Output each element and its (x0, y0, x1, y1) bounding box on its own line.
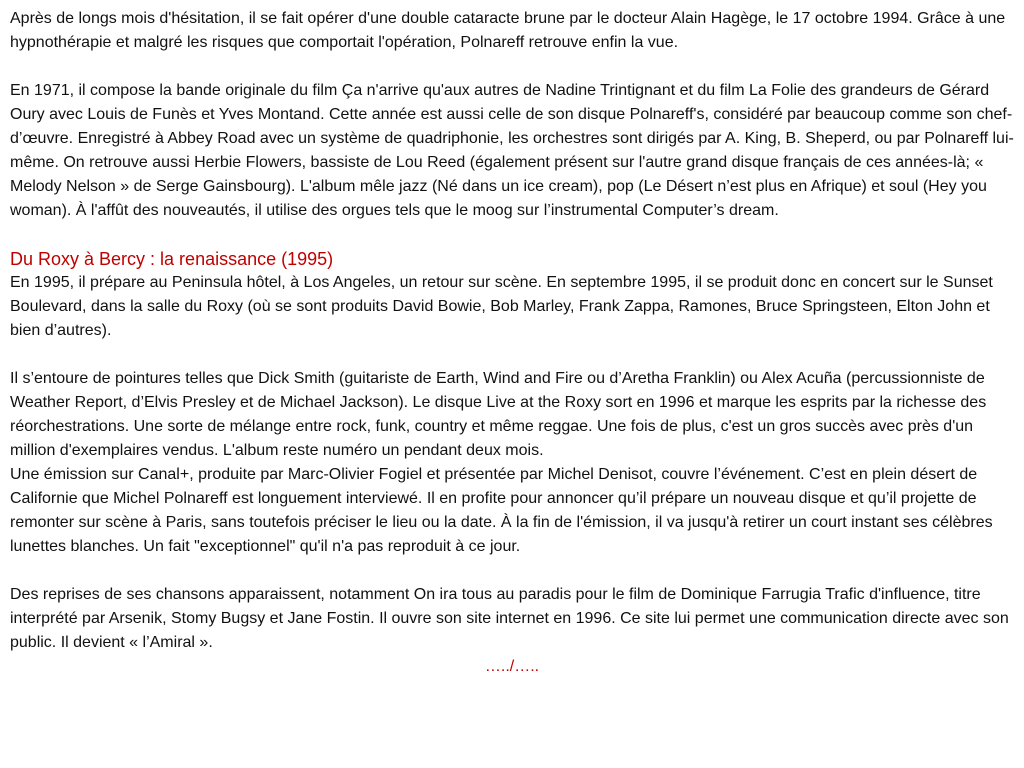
paragraph-spacer (10, 559, 1014, 583)
document-body (10, 7, 1014, 679)
section-heading: Du Roxy à Bercy : la renaissance (1995) (10, 249, 334, 269)
paragraph-spacer (10, 223, 1014, 247)
paragraph-song-covers-website: Des reprises de ses chansons apparaissent, notamment On ira tous au paradis pour le film de Dominique Farrugia Trafic d'influence, titre interprété par Arsenik, Stomy Bugsy et Jane Fostin. Il ouvre son site internet en 1996. Ce site lui permet une communication directe avec son public. Il devient « l’Amiral ». (10, 586, 1009, 651)
paragraph-1995-roxy-return: En 1995, il prépare au Peninsula hôtel, à Los Angeles, un retour sur scène. En septembre 1995, il se produit donc en concert sur le Sunset Boulevard, dans la salle du Roxy (où se sont produits David Bowie, Bob Marley, Frank Zappa, Ramones, Bruce Springsteen, Elton John et bien d’autres). (10, 274, 993, 339)
paragraph-live-at-the-roxy: Il s’entoure de pointures telles que Dick Smith (guitariste de Earth, Wind and Fire ou d’Aretha Franklin) ou Alex Acuña (percussionniste de Weather Report, d’Elvis Presley et de Michael Jackson). Le disque Live at the Roxy sort en 1996 et marque les esprits par la richesse des réorchestrations. Une sorte de mélange entre rock, funk, country et même reggae. Une fois de plus, c'est un gros succès avec près d'un million d'exemplaires vendus. L'album reste numéro un pendant deux mois. (10, 370, 987, 459)
paragraph-cataract-surgery: Après de longs mois d'hésitation, il se fait opérer d'une double cataracte brune par le docteur Alain Hagège, le 17 octobre 1994. Grâce à une hypnothérapie et malgré les risques que comportait l'opération, Polnareff retrouve enfin la vue. (10, 10, 1006, 51)
paragraph-spacer (10, 55, 1014, 79)
paragraph-spacer (10, 343, 1014, 367)
paragraph-canal-plus-show: Une émission sur Canal+, produite par Marc-Olivier Fogiel et présentée par Michel Denisot, couvre l’événement. C’est en plein désert de Californie que Michel Polnareff est longuement interviewé. Il en profite pour annoncer qu’il prépare un nouveau disque et qu’il projette de remonter sur scène à Paris, sans toutefois préciser le lieu ou la date. À la fin de l'émission, il va jusqu'à retirer un court instant ses célèbres lunettes blanches. Un fait "exceptionnel" qu'il n'a pas reproduit à ce jour. (10, 466, 993, 555)
continuation-marker: …../….. (484, 658, 540, 675)
paragraph-1971-soundtracks: En 1971, il compose la bande originale du film Ça n'arrive qu'aux autres de Nadine Trintignant et du film La Folie des grandeurs de Gérard Oury avec Louis de Funès et Yves Montand. Cette année est aussi celle de son disque Polnareff's, considéré par beaucoup comme son chef-d’œuvre. Enregistré à Abbey Road avec un système de quadriphonie, les orchestres sont dirigés par A. King, B. Sheperd, ou par Polnareff lui-même. On retrouve aussi Herbie Flowers, bassiste de Lou Reed (également présent sur l'autre grand disque français de ces années-là; « Melody Nelson » de Serge Gainsbourg). L'album mêle jazz (Né dans un ice cream), pop (Le Désert n’est plus en Afrique) et soul (Hey you woman). À l'affût des nouveautés, il utilise des orgues tels que le moog sur l’instrumental Computer’s dream. (10, 82, 1014, 219)
